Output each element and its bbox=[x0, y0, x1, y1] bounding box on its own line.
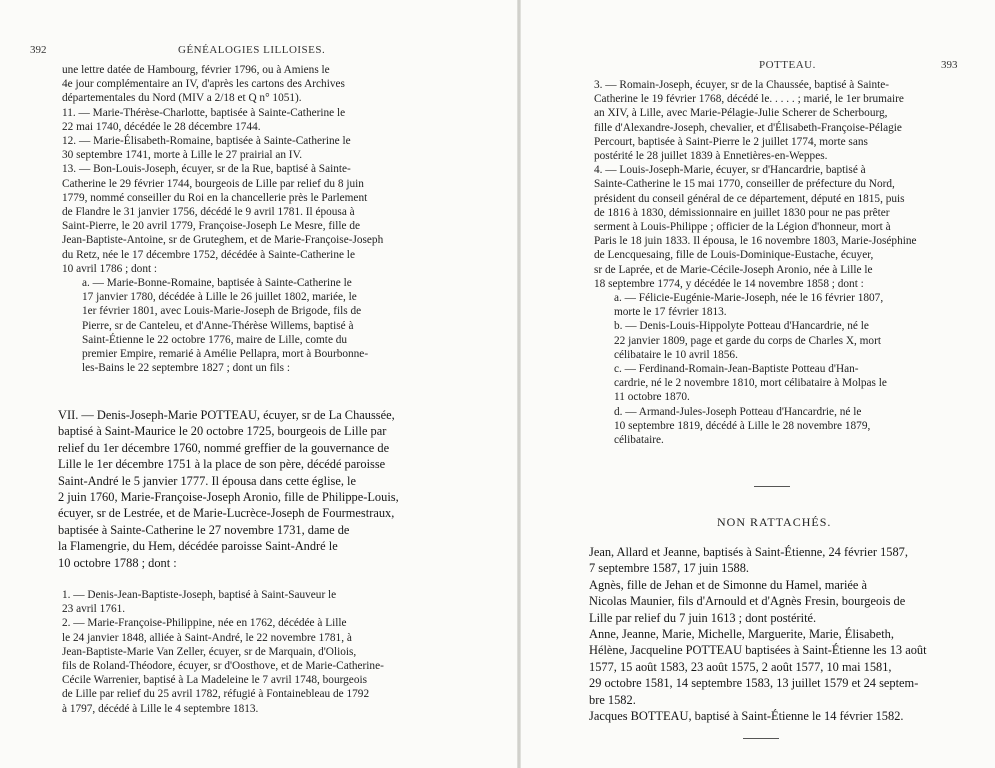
child-entry-a bbox=[62, 276, 462, 375]
text-line: 11 octobre 1870. bbox=[614, 391, 690, 404]
text-line: Pierre, sr de Canteleu, et d'Anne-Thérèse Willems, baptisé à bbox=[82, 319, 354, 332]
text-line: 1577, 15 août 1583, 23 août 1575, 2 août 1577, 10 mai 1581, bbox=[589, 659, 892, 674]
text-line: fils de Roland-Théodore, écuyer, sr d'Oosthove, et de Marie-Catherine- bbox=[62, 660, 384, 673]
text-line: célibataire. bbox=[614, 434, 664, 447]
text-line: an XIV, à Lille, avec Marie-Pélagie-Julie Scherer de Scherbourg, bbox=[594, 107, 888, 120]
left-text-top bbox=[62, 63, 462, 375]
text-line: Cécile Warrenier, baptisé à La Madeleine le 7 avril 1748, bourgeois bbox=[62, 674, 368, 687]
text-line: Catherine le 29 février 1744, bourgeois de Lille par relief du 8 juin bbox=[62, 177, 364, 190]
divider-rule bbox=[754, 486, 790, 487]
text-line: serment à Louis-Philippe ; officier de la Légion d'honneur, mort à bbox=[594, 221, 891, 234]
text-line: 18 septembre 1774, y décédée le 14 novembre 1858 ; dont : bbox=[594, 277, 864, 290]
text-line: du Retz, née le 17 décembre 1752, décédée à Sainte-Catherine le bbox=[62, 248, 355, 261]
page-number-right: 393 bbox=[941, 59, 958, 71]
text-line: morte le 17 février 1813. bbox=[614, 306, 727, 319]
text-line: Nicolas Maunier, fils d'Arnould et d'Agnès Fresin, bourgeois de bbox=[589, 594, 906, 609]
text-line: postérité le 28 juillet 1839 à Ennetières-en-Weppes. bbox=[594, 150, 828, 163]
text-line: 10 octobre 1788 ; dont : bbox=[58, 555, 177, 570]
text-line: Hélène, Jacqueline POTTEAU baptisées à Saint-Étienne les 13 août bbox=[589, 643, 927, 658]
text-line: baptisé à Saint-Maurice le 20 octobre 1725, bourgeois de Lille par bbox=[58, 424, 387, 439]
text-line: à 1797, décédé à Lille le 4 septembre 1813. bbox=[62, 702, 259, 715]
text-line: Catherine le 19 février 1768, décédé le. . . . . ; marié, le 1er brumaire bbox=[594, 93, 904, 106]
text-line: 13. — Bon-Louis-Joseph, écuyer, sr de la Rue, baptisé à Sainte- bbox=[62, 163, 351, 176]
text-line: président du conseil général de ce département, député en 1815, puis bbox=[594, 192, 905, 205]
text-line: la Flamengrie, du Hem, décédée paroisse Saint-André le bbox=[58, 539, 338, 554]
text-line: de Flandre le 31 janvier 1756, décédé le 9 avril 1781. Il épousa à bbox=[62, 206, 355, 219]
text-line: 22 janvier 1809, page et garde du corps de Charles X, mort bbox=[614, 334, 881, 347]
text-line: Jean, Allard et Jeanne, baptisés à Saint-Étienne, 24 février 1587, bbox=[589, 545, 908, 559]
left-entry-vii bbox=[58, 407, 480, 571]
section-title: NON RATTACHÉS. bbox=[717, 515, 832, 529]
divider-rule-bottom bbox=[743, 738, 779, 739]
text-line: 1779, nommé conseiller du Roi en la chancellerie près le Parlement bbox=[62, 191, 368, 204]
text-line: 1. — Denis-Jean-Baptiste-Joseph, baptisé à Saint-Sauveur le bbox=[62, 589, 337, 601]
text-line: Percourt, baptisée à Saint-Pierre le 2 juillet 1774, morte sans bbox=[594, 135, 868, 148]
text-line: célibataire le 10 avril 1856. bbox=[614, 348, 738, 361]
text-line: d. — Armand-Jules-Joseph Potteau d'Hancardrie, né le bbox=[614, 405, 862, 418]
text-line: Jean-Baptiste-Antoine, sr de Gruteghem, et de Marie-Françoise-Joseph bbox=[62, 234, 384, 247]
text-line: premier Empire, remarié à Amélie Pellapra, mort à Bourbonne- bbox=[82, 348, 369, 361]
text-line: 23 avril 1761. bbox=[62, 603, 126, 616]
text-line: b. — Denis-Louis-Hippolyte Potteau d'Hancardrie, né le bbox=[614, 320, 869, 333]
text-line: 4. — Louis-Joseph-Marie, écuyer, sr d'Hancardrie, baptisé à bbox=[594, 164, 866, 177]
text-line: 2. — Marie-Françoise-Philippine, née en 1762, décédée à Lille bbox=[62, 617, 347, 630]
text-line: 7 septembre 1587, 17 juin 1588. bbox=[589, 561, 750, 576]
text-line: Agnès, fille de Jehan et de Simonne du Hamel, mariée à bbox=[589, 577, 868, 592]
right-text-top bbox=[594, 78, 987, 447]
text-line: 12. — Marie-Élisabeth-Romaine, baptisée à Sainte-Catherine le bbox=[62, 135, 351, 148]
text-line: 10 avril 1786 ; dont : bbox=[62, 262, 158, 275]
text-line: de Lille par relief du 25 avril 1782, réfugié à Fontainebleau de 1792 bbox=[62, 688, 370, 701]
text-line: Lille par relief du 7 juin 1613 ; dont postérité. bbox=[589, 610, 817, 625]
text-line: c. — Ferdinand-Romain-Jean-Baptiste Potteau d'Han- bbox=[614, 363, 859, 376]
text-line: Saint-Étienne le 22 octobre 1776, maire de Lille, comte du bbox=[82, 333, 348, 346]
text-line: relief du 1er décembre 1760, nommé greffier de la gouvernance de bbox=[58, 440, 390, 455]
text-line: 22 mai 1740, décédée le 28 décembre 1744. bbox=[62, 120, 261, 133]
text-line: les-Bains le 22 septembre 1827 ; dont un fils : bbox=[82, 362, 291, 375]
text-line: 30 septembre 1741, morte à Lille le 27 prairial an IV. bbox=[62, 149, 303, 162]
non-rattaches-text bbox=[589, 544, 989, 724]
text-line: sr de Laprée, et de Marie-Cécile-Joseph Aronio, née à Lille le bbox=[594, 263, 873, 276]
text-line: 2 juin 1760, Marie-Françoise-Joseph Aronio, fille de Philippe-Louis, bbox=[58, 490, 399, 505]
text-line: VII. — Denis-Joseph-Marie POTTEAU, écuyer, sr de La Chaussée, bbox=[58, 408, 395, 422]
text-line: Sainte-Catherine le 15 mai 1770, conseiller de préfecture du Nord, bbox=[594, 178, 895, 191]
text-line: 11. — Marie-Thérèse-Charlotte, baptisée à Sainte-Catherine le bbox=[62, 106, 346, 119]
text-line: Anne, Jeanne, Marie, Michelle, Marguerite, Marie, Élisabeth, bbox=[589, 627, 894, 642]
running-head-right: POTTEAU. bbox=[759, 59, 816, 71]
text-line: 17 janvier 1780, décédée à Lille le 26 juillet 1802, mariée, le bbox=[82, 291, 357, 304]
page-number-left: 392 bbox=[30, 44, 47, 56]
text-line: Paris le 18 juin 1833. Il épousa, le 16 novembre 1803, Marie-Joséphine bbox=[594, 235, 917, 248]
children-list bbox=[594, 291, 987, 447]
text-line: 10 septembre 1819, décédé à Lille le 28 novembre 1879, bbox=[614, 419, 871, 432]
running-head-left: GÉNÉALOGIES LILLOISES. bbox=[178, 44, 326, 56]
text-line: départementales du Nord (MIV a 2/18 et Q n° 1051). bbox=[62, 92, 302, 105]
text-line: cardrie, né le 2 novembre 1810, mort célibataire à Molpas le bbox=[614, 377, 887, 390]
text-line: Jacques BOTTEAU, baptisé à Saint-Étienne le 14 février 1582. bbox=[589, 709, 904, 724]
text-line: 4e jour complémentaire an IV, d'après les cartons des Archives bbox=[62, 78, 345, 91]
text-line: de 1816 à 1830, démissionnaire en juillet 1830 pour ne pas prêter bbox=[594, 206, 890, 219]
text-line: 3. — Romain-Joseph, écuyer, sr de la Chaussée, baptisé à Sainte- bbox=[594, 79, 890, 91]
text-line: fille d'Alexandre-Joseph, chevalier, et d'Élisabeth-Françoise-Pélagie bbox=[594, 121, 902, 134]
text-line: a. — Marie-Bonne-Romaine, baptisée à Sainte-Catherine le bbox=[82, 277, 352, 290]
text-line: 1er février 1801, avec Louis-Marie-Joseph de Brigode, fils de bbox=[82, 305, 362, 318]
text-line: Saint-Pierre, le 20 avril 1779, Françoise-Joseph Le Mesre, fille de bbox=[62, 220, 361, 233]
text-line: 29 octobre 1581, 14 septembre 1583, 13 juillet 1579 et 24 septem- bbox=[589, 676, 919, 691]
text-line: baptisée à Sainte-Catherine le 27 novembre 1731, dame de bbox=[58, 522, 350, 537]
text-line: une lettre datée de Hambourg, février 1796, ou à Amiens le bbox=[62, 64, 330, 76]
text-line: bre 1582. bbox=[589, 692, 636, 707]
text-line: Lille le 1er décembre 1751 à la place de son père, décédé paroisse bbox=[58, 457, 386, 472]
text-line: écuyer, sr de Lestrée, et de Marie-Lucrèce-Joseph de Fourmestraux, bbox=[58, 506, 395, 521]
left-children bbox=[62, 588, 462, 716]
text-line: Jean-Baptiste-Marie Van Zeller, écuyer, sr de Marquain, d'Oliois, bbox=[62, 645, 357, 658]
text-line: le 24 janvier 1848, alliée à Saint-André, le 22 novembre 1781, à bbox=[62, 631, 352, 644]
text-line: a. — Félicie-Eugénie-Marie-Joseph, née le 16 février 1807, bbox=[614, 292, 884, 305]
right-page bbox=[521, 0, 995, 768]
text-line: Saint-André le 5 janvier 1777. Il épousa dans cette église, le bbox=[58, 473, 356, 488]
text-line: de Lencquesaing, fille de Louis-Dominique-Eustache, écuyer, bbox=[594, 249, 874, 262]
